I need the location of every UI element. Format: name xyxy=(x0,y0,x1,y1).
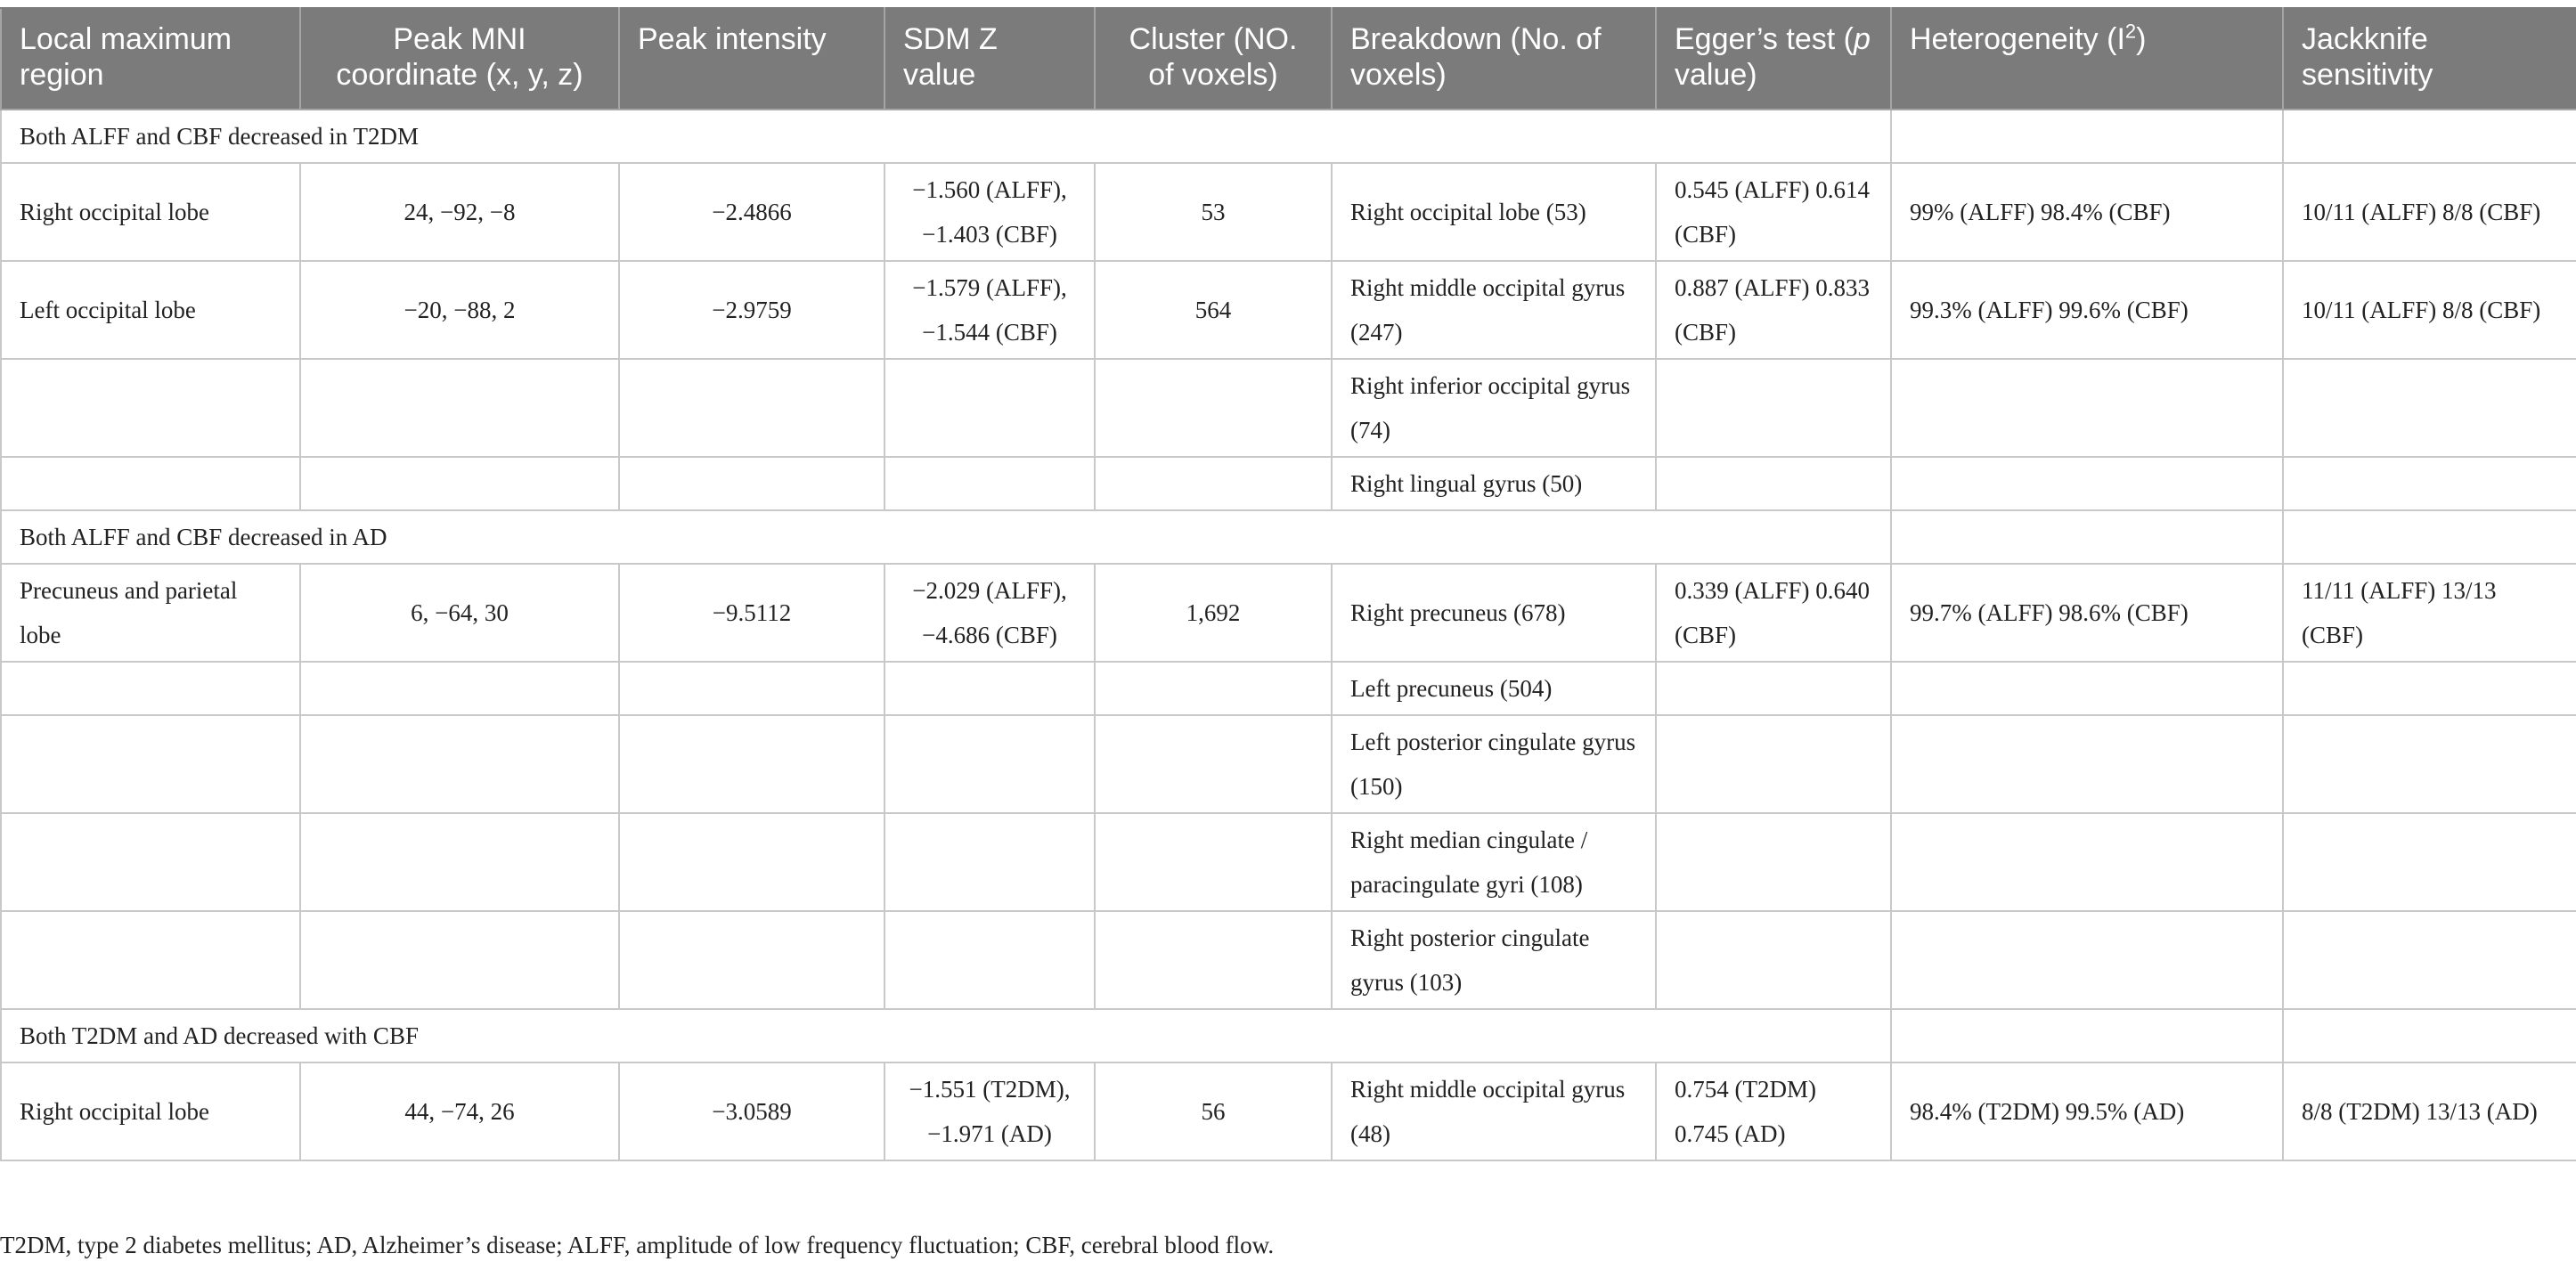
cell-peak-mni: 44, −74, 26 xyxy=(300,1062,619,1160)
cell-egger xyxy=(1656,359,1891,457)
header-sdm-z: SDM Z value xyxy=(884,8,1095,110)
table-row xyxy=(1,1062,2576,1160)
cell-region: Left occipital lobe xyxy=(1,261,300,359)
cell-cluster xyxy=(1095,715,1332,813)
header-egger xyxy=(1656,8,1891,110)
cell-heterogeneity xyxy=(1891,911,2283,1009)
cell-cluster: 56 xyxy=(1095,1062,1332,1160)
header-egger-p: p xyxy=(1853,22,1871,56)
results-table-container xyxy=(0,7,2576,1161)
cell-heterogeneity xyxy=(1891,359,2283,457)
cell-sdm-z xyxy=(884,457,1095,510)
cell-region xyxy=(1,662,300,715)
header-heterogeneity-prefix: Heterogeneity (I xyxy=(1910,22,2125,56)
cell-egger: 0.887 (ALFF) 0.833 (CBF) xyxy=(1656,261,1891,359)
section-empty-cell xyxy=(2283,510,2576,564)
cell-peak-intensity xyxy=(619,359,884,457)
section-empty-cell xyxy=(2283,1009,2576,1062)
cell-jackknife xyxy=(2283,813,2576,911)
section-title: Both T2DM and AD decreased with CBF xyxy=(1,1009,1891,1062)
cell-jackknife xyxy=(2283,911,2576,1009)
section-row xyxy=(1,510,2576,564)
cell-egger xyxy=(1656,715,1891,813)
cell-heterogeneity: 99.7% (ALFF) 98.6% (CBF) xyxy=(1891,564,2283,662)
cell-breakdown: Right median cingulate / paracingulate gyri (108) xyxy=(1332,813,1656,911)
cell-jackknife: 10/11 (ALFF) 8/8 (CBF) xyxy=(2283,261,2576,359)
section-row xyxy=(1,1009,2576,1062)
cell-jackknife xyxy=(2283,359,2576,457)
cell-peak-intensity: −2.4866 xyxy=(619,163,884,261)
cell-peak-intensity: −3.0589 xyxy=(619,1062,884,1160)
cell-cluster: 564 xyxy=(1095,261,1332,359)
cell-peak-intensity xyxy=(619,715,884,813)
cell-egger: 0.545 (ALFF) 0.614 (CBF) xyxy=(1656,163,1891,261)
cell-jackknife: 8/8 (T2DM) 13/13 (AD) xyxy=(2283,1062,2576,1160)
table-footnote: T2DM, type 2 diabetes mellitus; AD, Alzheimer’s disease; ALFF, amplitude of low frequency fluctuation; CBF, cerebral blood flow. xyxy=(0,1232,1275,1258)
cell-peak-mni xyxy=(300,359,619,457)
cell-peak-intensity: −2.9759 xyxy=(619,261,884,359)
header-peak-mni: Peak MNI coordinate (x, y, z) xyxy=(300,8,619,110)
cell-sdm-z xyxy=(884,813,1095,911)
cell-peak-mni xyxy=(300,715,619,813)
table-row xyxy=(1,457,2576,510)
cell-sdm-z: −1.551 (T2DM), −1.971 (AD) xyxy=(884,1062,1095,1160)
cell-heterogeneity xyxy=(1891,457,2283,510)
header-jackknife: Jackknife sensitivity xyxy=(2283,8,2576,110)
cell-heterogeneity xyxy=(1891,813,2283,911)
cell-breakdown: Right middle occipital gyrus (247) xyxy=(1332,261,1656,359)
cell-peak-mni: −20, −88, 2 xyxy=(300,261,619,359)
cell-breakdown: Right posterior cingulate gyrus (103) xyxy=(1332,911,1656,1009)
cell-cluster: 1,692 xyxy=(1095,564,1332,662)
header-region: Local maximum region xyxy=(1,8,300,110)
section-title: Both ALFF and CBF decreased in T2DM xyxy=(1,110,1891,163)
cell-egger: 0.339 (ALFF) 0.640 (CBF) xyxy=(1656,564,1891,662)
cell-jackknife: 11/11 (ALFF) 13/13 (CBF) xyxy=(2283,564,2576,662)
cell-jackknife xyxy=(2283,662,2576,715)
table-row xyxy=(1,261,2576,359)
header-heterogeneity-suffix: ) xyxy=(2136,22,2147,56)
cell-peak-intensity xyxy=(619,662,884,715)
cell-sdm-z xyxy=(884,359,1095,457)
cell-peak-mni: 6, −64, 30 xyxy=(300,564,619,662)
cell-breakdown: Right middle occipital gyrus (48) xyxy=(1332,1062,1656,1160)
cell-peak-intensity xyxy=(619,457,884,510)
header-egger-suffix: value) xyxy=(1675,58,1757,92)
cell-breakdown: Right occipital lobe (53) xyxy=(1332,163,1656,261)
cell-peak-mni xyxy=(300,457,619,510)
header-egger-prefix: Egger’s test ( xyxy=(1675,22,1854,56)
cell-region xyxy=(1,457,300,510)
results-table xyxy=(0,7,2576,1161)
cell-breakdown: Left precuneus (504) xyxy=(1332,662,1656,715)
table-row xyxy=(1,163,2576,261)
cell-breakdown: Right lingual gyrus (50) xyxy=(1332,457,1656,510)
cell-jackknife: 10/11 (ALFF) 8/8 (CBF) xyxy=(2283,163,2576,261)
cell-egger: 0.754 (T2DM) 0.745 (AD) xyxy=(1656,1062,1891,1160)
cell-peak-intensity xyxy=(619,813,884,911)
cell-region xyxy=(1,359,300,457)
cell-egger xyxy=(1656,662,1891,715)
cell-cluster xyxy=(1095,457,1332,510)
cell-heterogeneity xyxy=(1891,715,2283,813)
header-cluster: Cluster (NO. of voxels) xyxy=(1095,8,1332,110)
section-empty-cell xyxy=(1891,1009,2283,1062)
cell-heterogeneity: 99.3% (ALFF) 99.6% (CBF) xyxy=(1891,261,2283,359)
cell-jackknife xyxy=(2283,715,2576,813)
table-row xyxy=(1,911,2576,1009)
section-title: Both ALFF and CBF decreased in AD xyxy=(1,510,1891,564)
cell-region: Right occipital lobe xyxy=(1,1062,300,1160)
header-heterogeneity-sup: 2 xyxy=(2124,20,2137,43)
table-row xyxy=(1,359,2576,457)
cell-sdm-z xyxy=(884,715,1095,813)
cell-heterogeneity xyxy=(1891,662,2283,715)
cell-region: Precuneus and parietal lobe xyxy=(1,564,300,662)
header-row xyxy=(1,8,2576,110)
cell-peak-intensity xyxy=(619,911,884,1009)
table-body xyxy=(1,110,2576,1160)
cell-egger xyxy=(1656,457,1891,510)
cell-peak-mni xyxy=(300,662,619,715)
table-row xyxy=(1,564,2576,662)
header-heterogeneity xyxy=(1891,8,2283,110)
section-empty-cell xyxy=(2283,110,2576,163)
header-breakdown: Breakdown (No. of voxels) xyxy=(1332,8,1656,110)
cell-sdm-z: −2.029 (ALFF), −4.686 (CBF) xyxy=(884,564,1095,662)
cell-peak-mni: 24, −92, −8 xyxy=(300,163,619,261)
cell-cluster xyxy=(1095,359,1332,457)
cell-breakdown: Right precuneus (678) xyxy=(1332,564,1656,662)
table-header xyxy=(1,8,2576,110)
cell-sdm-z: −1.579 (ALFF), −1.544 (CBF) xyxy=(884,261,1095,359)
cell-region: Right occipital lobe xyxy=(1,163,300,261)
cell-peak-mni xyxy=(300,911,619,1009)
table-row xyxy=(1,715,2576,813)
cell-breakdown: Left posterior cingulate gyrus (150) xyxy=(1332,715,1656,813)
cell-region xyxy=(1,911,300,1009)
cell-jackknife xyxy=(2283,457,2576,510)
cell-peak-intensity: −9.5112 xyxy=(619,564,884,662)
cell-sdm-z: −1.560 (ALFF), −1.403 (CBF) xyxy=(884,163,1095,261)
table-row xyxy=(1,813,2576,911)
cell-cluster xyxy=(1095,911,1332,1009)
section-row xyxy=(1,110,2576,163)
cell-region xyxy=(1,715,300,813)
cell-sdm-z xyxy=(884,911,1095,1009)
header-peak-intensity: Peak intensity xyxy=(619,8,884,110)
cell-region xyxy=(1,813,300,911)
cell-breakdown: Right inferior occipital gyrus (74) xyxy=(1332,359,1656,457)
cell-peak-mni xyxy=(300,813,619,911)
section-empty-cell xyxy=(1891,110,2283,163)
table-row xyxy=(1,662,2576,715)
cell-sdm-z xyxy=(884,662,1095,715)
cell-egger xyxy=(1656,813,1891,911)
cell-cluster: 53 xyxy=(1095,163,1332,261)
cell-cluster xyxy=(1095,813,1332,911)
cell-heterogeneity: 99% (ALFF) 98.4% (CBF) xyxy=(1891,163,2283,261)
cell-cluster xyxy=(1095,662,1332,715)
cell-egger xyxy=(1656,911,1891,1009)
cell-heterogeneity: 98.4% (T2DM) 99.5% (AD) xyxy=(1891,1062,2283,1160)
section-empty-cell xyxy=(1891,510,2283,564)
